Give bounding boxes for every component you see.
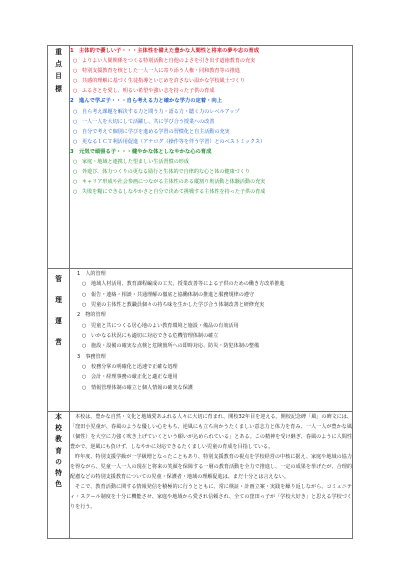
management-3-heading: 3 事務管理 — [77, 353, 106, 360]
goals-label-cell — [48, 46, 70, 269]
management-2-item: ○ 児童と共につくる居心地のよい教育環境と施設・備品の有効活用 — [82, 322, 239, 329]
goal-3-item: ○ 失敗を糧にできるしなやかさと自分で決めて挑戦する主体性を持った子供の育成 — [73, 189, 266, 196]
goal-2-item: ○ 自分で考えて個別に学びを進める学習の習慣化と自主活動の充実 — [73, 128, 230, 135]
goal-1-item: ○ 共感的理解に基づく生徒指導といじめを許さない温かな学校風土づくり — [73, 78, 246, 85]
goal-3-item: ○ 家庭・地域と連携した望ましい生活習慣の形成 — [73, 159, 189, 166]
goal-1-item: ○ ふるさとを愛し、明るい希望や強い志を持った子供の育成 — [73, 88, 215, 95]
management-1-item: ○ 地域人材活用、教育課程編成の工夫、授業改善等による子供のための働き方改革推進 — [82, 281, 285, 288]
goal-2-item: ○ 一人一人を大切にして活躍し、共に学び合う授業への改善 — [73, 118, 215, 125]
school-plan-sheet — [47, 45, 353, 539]
goal-2-heading: 2 進んで学ぶ子・・・自ら考える力と確かな学力の定着・向上 — [70, 98, 223, 105]
goal-1-item: ○ 特別支援教育を核とした一人一人に寄り添う人権・同和教育等の推進 — [73, 68, 240, 75]
management-2-heading: 2 物的管理 — [77, 312, 106, 319]
features-paragraph: 本校は、豊かな自然・文化と地域愛あふれる人々に大切に育まれ、開校32年目を迎える。開校記念碑「風」の碑文には、「窪田小児童が、春風のような優しい心をもち、逆風にも立ち向かうたくましい意志力と体力を育み、一人一人が豊かな風（個性）を大空に力強く吹き上げていくという願いが込められている」とある。この精神を受け継ぎ、春風のように人間性豊かで、逆風にも負けず、しなやかに対応できるたくましい児童の育成を目指している。 — [70, 414, 352, 450]
goal-1-item: ○ よりよい人間関係をつくる特別活動と自他のよさを引き出す道徳教育の充実 — [73, 58, 256, 65]
management-2-item: ○ 施設・設備の確実な点検と危険箇所への即時対応、防災・防犯体制の整備 — [82, 343, 260, 350]
goals-label: 重点目標 — [55, 48, 62, 93]
goal-2-item: ○ 自ら考え課題を解決する力と問う力・語る力・聴く力のレベルアップ — [73, 108, 240, 115]
features-label-cell — [48, 412, 70, 539]
features-paragraph: そこで、教育活動に関する情報発信を積極的に行うとともに、常に検証・計画立案・実践を繰り返しながら、コミュニティ・スクール制度を十分に機能させ、家庭や地域から愛され信頼され、全ての窪田っ子が「学校大好き」と思える学校づくりを行う。 — [70, 484, 352, 510]
management-3-item: ○ 会計・経理事務の厳正化と適正な運用 — [82, 374, 178, 381]
goal-3-heading: 3 元気で頑張る子・・・健やかな体としなやかな心の育成 — [70, 148, 212, 155]
management-label-cell — [48, 269, 70, 412]
management-label: 管理運営 — [55, 275, 62, 347]
management-3-item: ○ 情報管理体制の確立と個人情報の確実な保護 — [82, 384, 193, 391]
goal-2-item: ○ 更なるＩＣＴ利活用促進（アナログ（操作等を伴う学習）とのベストミックス） — [73, 138, 266, 145]
management-2-item: ○ いかなる状況にも適切に対応できる危機管理体制の確立 — [82, 333, 219, 340]
management-1-item: ○ 児童の主体性と教職員個々の持ち味を生かした学び合う体制改善と研修充実 — [82, 302, 265, 309]
features-paragraph: 昨年度、特別支援学級が一学級増となったこともあり、特別支援教育の視点を学校経営の中核に据え、家庭や地域の協力を得ながら、児童一人一人の現在と将来の笑顔を保障する一層の教育活動を全力で推進し、一定の成果を挙げたが、合理的配慮などの特別支援教育についての児童・保護者・地域の理解促進は、まだ十分とは言えない。 — [70, 454, 352, 480]
management-1-item: ○ 報告・連絡・相談・共通理解の徹底と協働体制の推進と服務規律の遵守 — [82, 291, 255, 298]
management-3-item: ○ 校務分掌の明確化と迅速で正確な処理 — [82, 364, 178, 371]
management-1-heading: 1 人的管理 — [77, 271, 106, 277]
features-label: 本校教育の特色 — [55, 413, 62, 489]
plan-table — [47, 45, 353, 539]
goal-1-heading: 1 主体的で優しい子・・・主体性を備えた豊かな人間性と将来の夢や志の育成 — [70, 48, 260, 54]
management-row — [48, 269, 353, 412]
features-content — [70, 412, 353, 539]
goals-content — [70, 46, 353, 269]
management-content — [70, 269, 353, 412]
goal-3-item: ○ キャリア形成や社会参画につながる主体性のある縦割り班活動と体験活動の充実 — [73, 179, 266, 186]
goals-row — [48, 46, 353, 269]
features-row — [48, 412, 353, 539]
goal-3-item: ○ 外遊び、体力つくりの更なる励行と生体的で自律的な心と体の健康づくり — [73, 169, 250, 176]
